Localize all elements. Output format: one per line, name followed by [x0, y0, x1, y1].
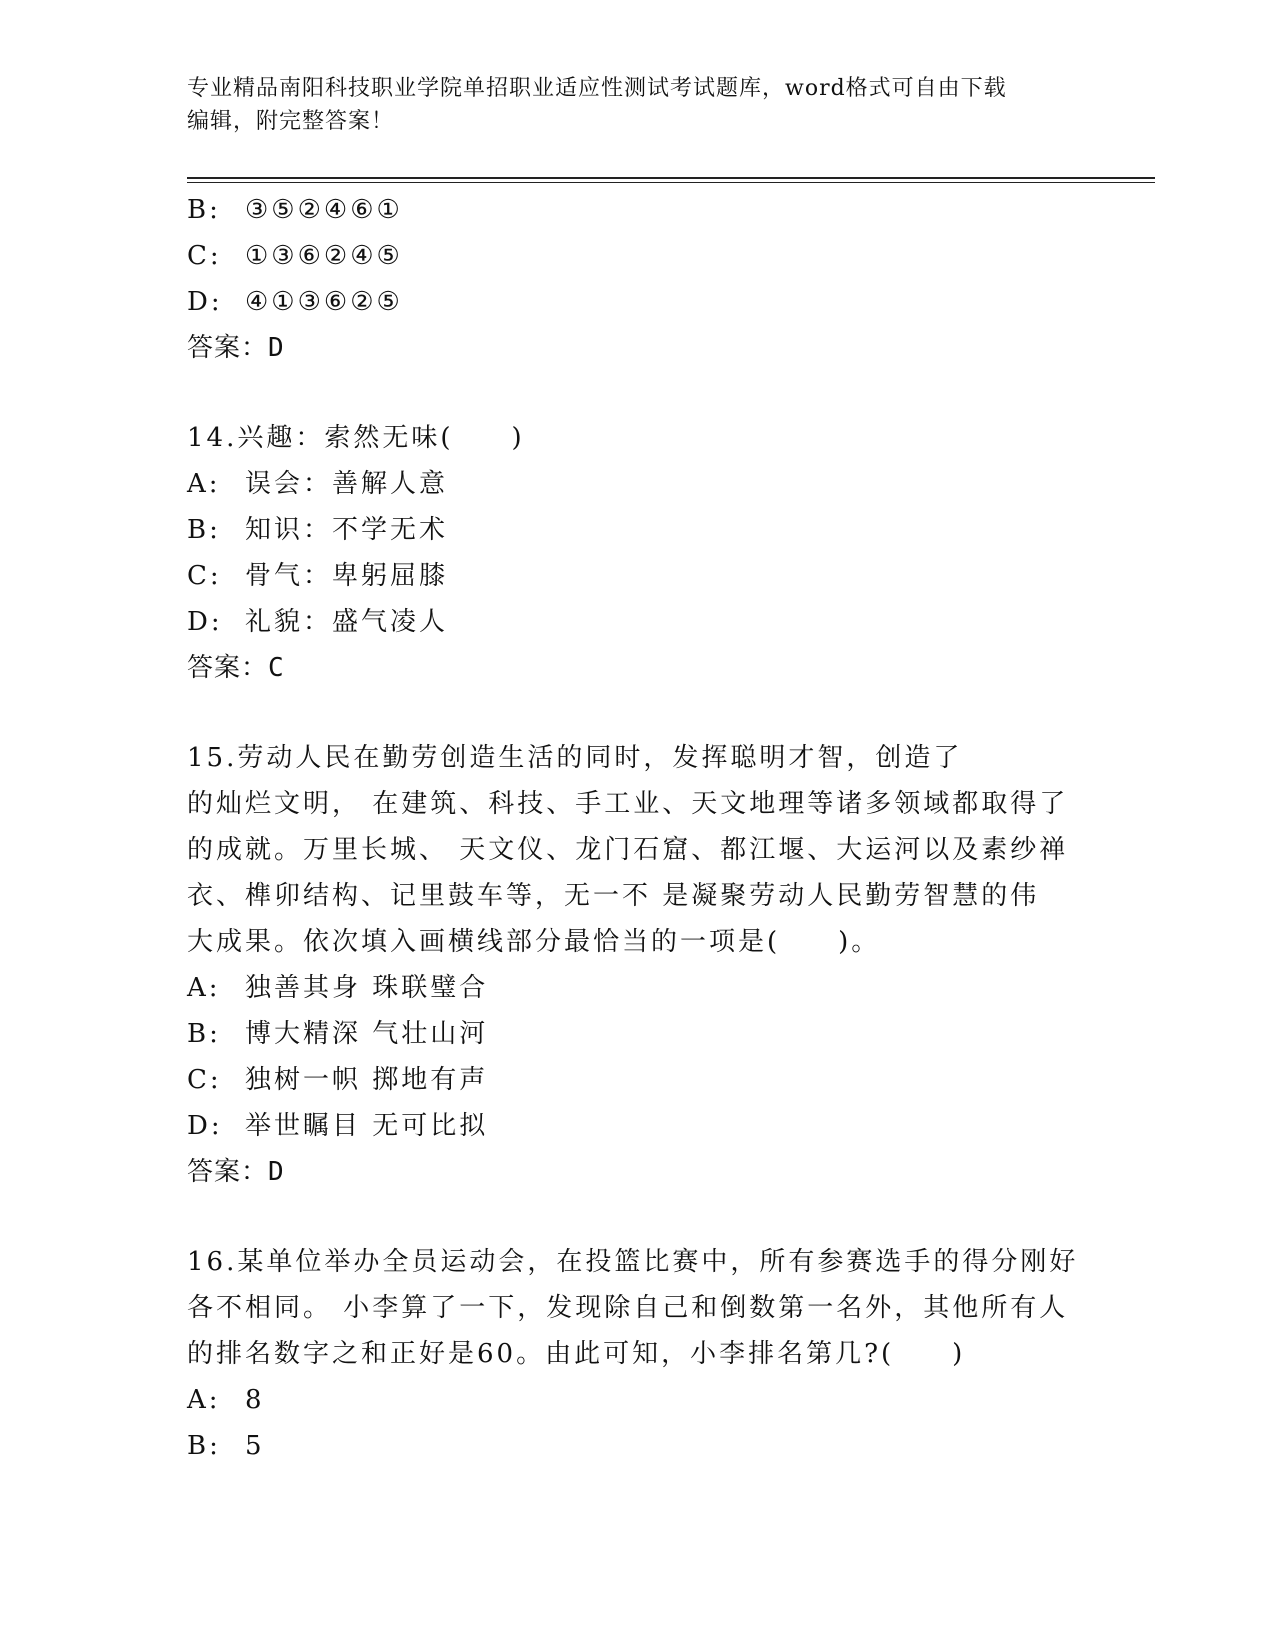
option-b: B: 博大精深 气壮山河 [187, 1019, 489, 1049]
question-15 [187, 735, 1087, 1195]
option-d: D: 礼貌：盛气凌人 [187, 607, 449, 637]
header-line-2: 编辑，附完整答案！ [187, 109, 395, 134]
answer: 答案：D [187, 333, 285, 363]
option-d: D: ④①③⑥②⑤ [187, 287, 403, 317]
option-a: A: 独善其身 珠联璧合 [187, 973, 489, 1003]
question-content [187, 187, 1087, 1469]
question-stem-line: 各不相同。 小李算了一下，发现除自己和倒数第一名外，其他所有人 [187, 1293, 1069, 1323]
option-a: A: 8 [187, 1385, 265, 1415]
option-d: D: 举世瞩目 无可比拟 [187, 1111, 489, 1141]
option-b: B: 知识：不学无术 [187, 515, 449, 545]
option-c: C: ①③⑥②④⑤ [187, 241, 403, 271]
question-stem-line: 大成果。依次填入画横线部分最恰当的一项是( )。 [187, 927, 881, 957]
header-rule-thin [187, 182, 1155, 183]
option-c: C: 独树一帜 掷地有声 [187, 1065, 489, 1095]
question-stem: 14.兴趣：索然无味( ) [187, 423, 525, 453]
answer: 答案：C [187, 653, 285, 683]
question-stem-line: 15.劳动人民在勤劳创造生活的同时，发挥聪明才智，创造了 [187, 743, 963, 773]
question-13 [187, 187, 1087, 371]
question-stem-line: 的排名数字之和正好是60。由此可知，小李排名第几?( ) [187, 1339, 966, 1369]
option-b: B: ③⑤②④⑥① [187, 195, 403, 225]
option-c: C: 骨气：卑躬屈膝 [187, 561, 449, 591]
header-line-1: 专业精品南阳科技职业学院单招职业适应性测试考试题库，word格式可自由下载 [187, 76, 1007, 101]
question-16 [187, 1239, 1087, 1469]
document-header [187, 72, 1087, 138]
option-a: A: 误会：善解人意 [187, 469, 449, 499]
question-stem-line: 的灿烂文明， 在建筑、科技、手工业、天文地理等诸多领域都取得了 [187, 789, 1069, 819]
header-rule-thick [187, 177, 1155, 179]
answer: 答案：D [187, 1157, 285, 1187]
question-stem-line: 16.某单位举办全员运动会，在投篮比赛中，所有参赛选手的得分刚好 [187, 1247, 1079, 1277]
question-14 [187, 415, 1087, 691]
question-stem-line: 衣、榫卯结构、记里鼓车等，无一不 是凝聚劳动人民勤劳智慧的伟 [187, 881, 1040, 911]
question-stem-line: 的成就。万里长城、 天文仪、龙门石窟、都江堰、大运河以及素纱禅 [187, 835, 1069, 865]
option-b: B: 5 [187, 1431, 265, 1461]
